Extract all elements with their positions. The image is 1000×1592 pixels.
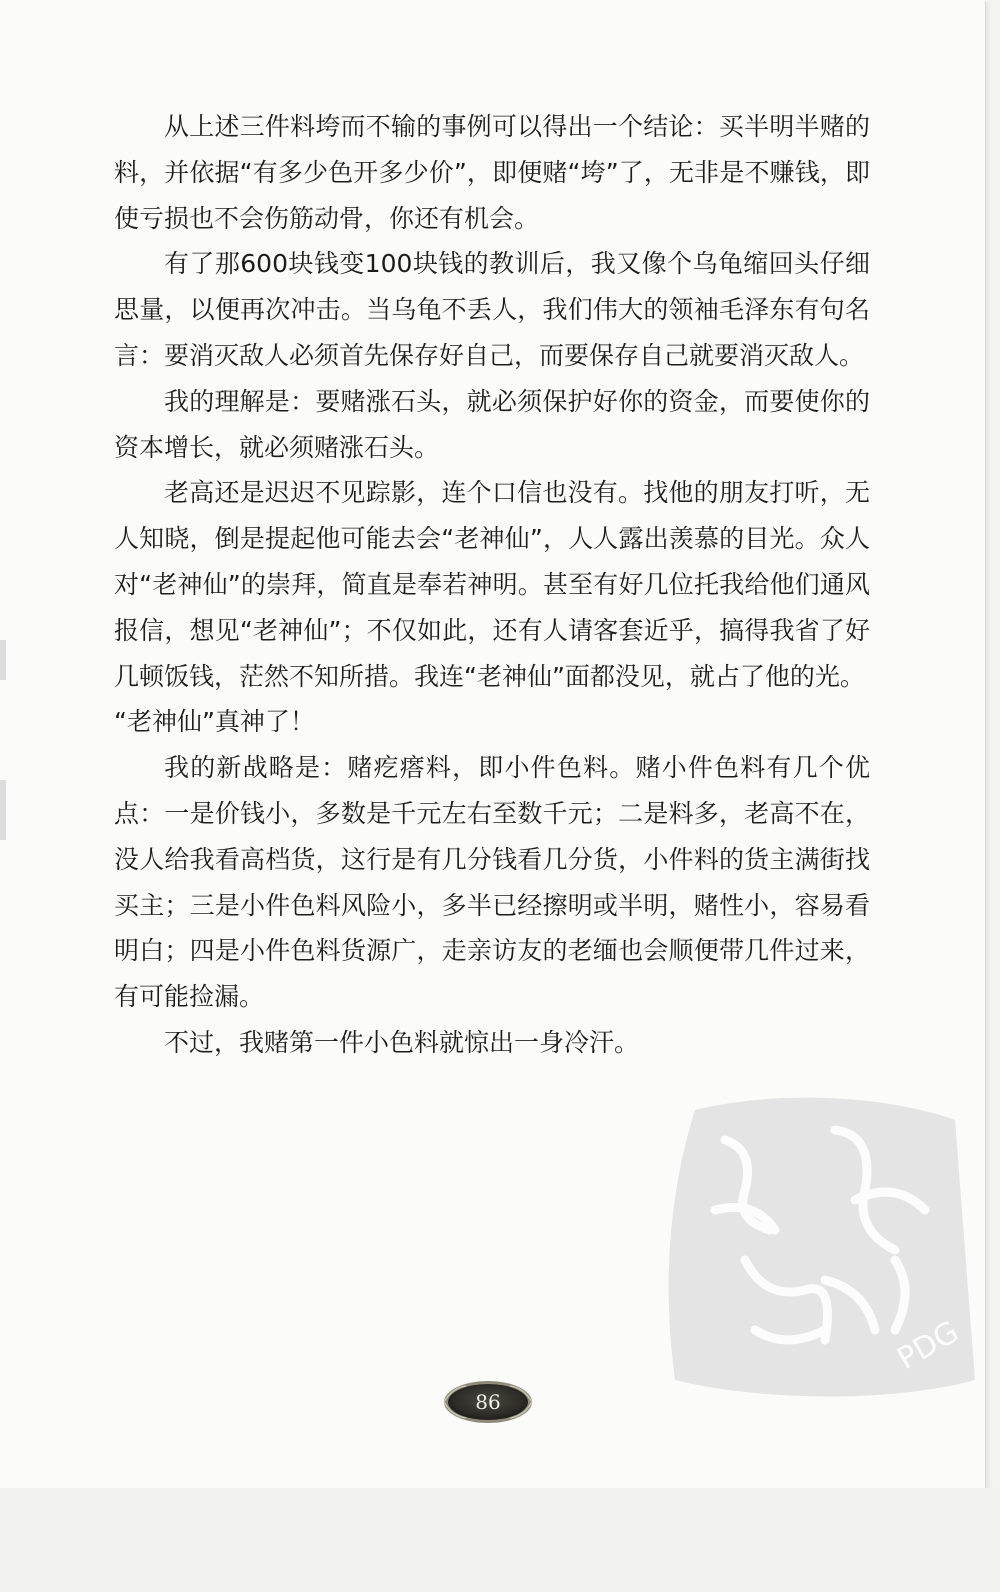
page-number: 86: [475, 1390, 501, 1414]
scan-mark: [0, 640, 6, 680]
body-text: [114, 104, 870, 1066]
paragraph: 从上述三件料垮而不输的事例可以得出一个结论：买半明半赌的料，并依据“有多少色开多少价”，即便赌“垮”了，无非是不赚钱，即使亏损也不会伤筋动骨，你还有机会。: [114, 112, 870, 233]
watermark-text: PDG: [891, 1314, 965, 1377]
scan-mark: [0, 780, 6, 840]
watermark-seal: [655, 1080, 985, 1410]
scan-background: [0, 1488, 1000, 1592]
paragraph: 有了那600块钱变100块钱的教训后，我又像个乌龟缩回头仔细思量，以便再次冲击。当乌龟不丢人，我们伟大的领袖毛泽东有句名言：要消灭敌人必须首先保存好自己，而要保存自己就要消灭敌人。: [114, 249, 870, 370]
paragraph: 我的新战略是：赌疙瘩料，即小件色料。赌小件色料有几个优点：一是价钱小，多数是千元左右至数千元；二是料多，老高不在，没人给我看高档货，这行是有几分钱看几分货，小件料的货主满街找买主；三是小件色料风险小，多半已经擦明或半明，赌性小，容易看明白；四是小件色料货源广，走亲访友的老缅也会顺便带几件过来，有可能捡漏。: [114, 753, 870, 1012]
paragraph: “老神仙”真神了！: [114, 707, 315, 737]
paragraph: 我的理解是：要赌涨石头，就必须保护好你的资金，而要使你的资本增长，就必须赌涨石头。: [114, 386, 870, 462]
paragraph: 老高还是迟迟不见踪影，连个口信也没有。找他的朋友打听，无人知晓，倒是提起他可能去会“老神仙”，人人露出羡慕的目光。众人对“老神仙”的崇拜，简直是奉若神明。甚至有好几位托我给他们通风报信，想见“老神仙”；不仅如此，还有人请客套近乎，搞得我省了好几顿饭钱，茫然不知所措。我连“老神仙”面都没见，就占了他的光。: [114, 478, 870, 691]
paragraph: 不过，我赌第一件小色料就惊出一身冷汗。: [164, 1027, 640, 1057]
